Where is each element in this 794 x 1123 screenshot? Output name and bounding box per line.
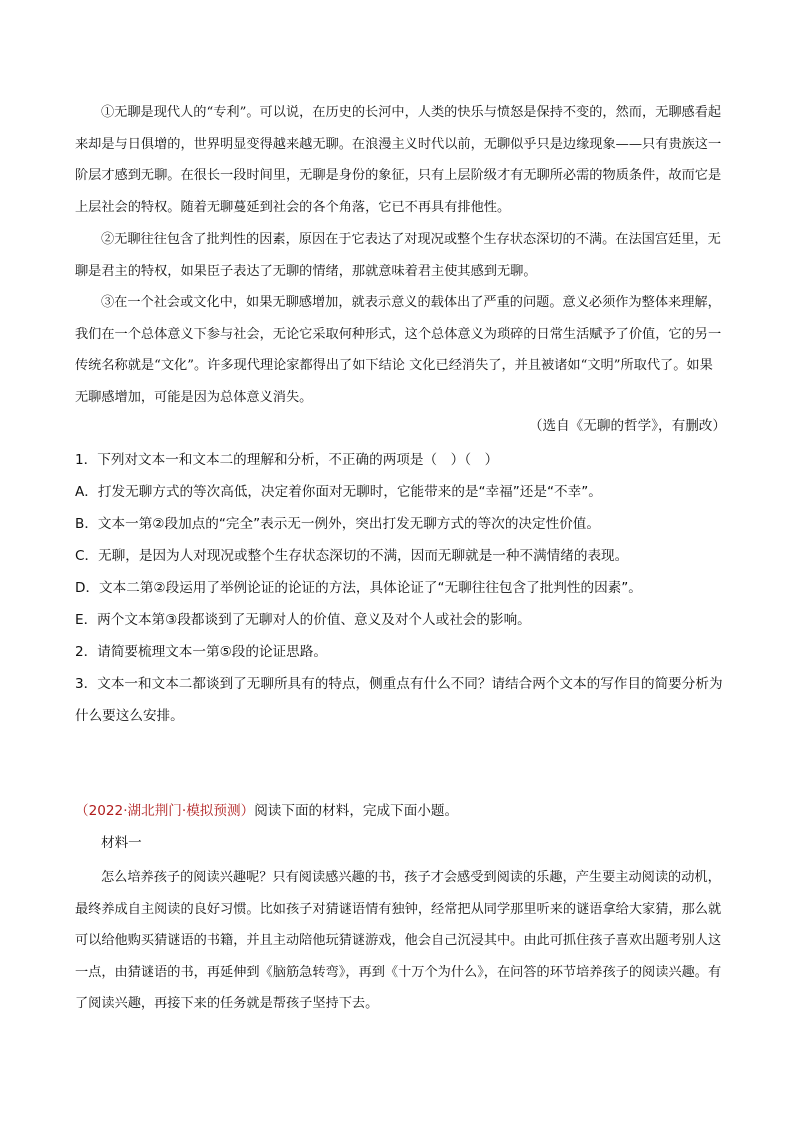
text1-paragraph-1-text: ①无聊是现代人的“专利”。可以说，在历史的长河中，人类的快乐与愤怒是保持不变的，然而，无聊感看起来却是与日俱增的，世界明显变得越来越无聊。在浪漫主义时代以前，无聊似乎只是边缘现象——只有贵族这一阶层才感到无聊。在很长一段时间里，无聊是身份的象征，只有上层阶级才有无聊所必需的物质条件，故而它是上层社会的特权。随着无聊蔓延到社会的各个角落，它已不再具有排他性。 — [75, 105, 722, 215]
option-d: D．文本二第②段运用了举例论证的论证的方法，具体论证了“无聊往往包含了批判性的因素”。 — [75, 580, 642, 596]
text1-paragraph-2-text: ②无聊往往包含了批判性的因素，原因在于它表达了对现况或整个生存状态深切的不满。在法国宫廷里，无聊是君主的特权，如果臣子表达了无聊的情绪，那就意味着君主使其感到无聊。 — [75, 232, 721, 279]
option-b: B．文本一第②段加点的“完全”表示无一例外，突出打发无聊方式的等次的决定性价值。 — [75, 516, 600, 532]
text1-paragraph-3-text: ③在一个社会或文化中，如果无聊感增加，就表示意义的载体出了严重的问题。意义必须作为整体来理解，我们在一个总体意义下参与社会，无论它采取何种形式，这个总体意义为琐碎的日常生活赋予了价值，它的另一传统名称就是“文化”。许多现代理论家都得出了如下结论 文化已经消失了，并且被诸如“文明”所取代了。如果无聊感增加，可能是因为总体意义消失。 — [75, 295, 722, 405]
question-2: 2．请简要梳理文本一第⑤段的论证思路。 — [75, 644, 327, 660]
text1-paragraph-1 — [75, 97, 725, 223]
text1-paragraph-2 — [75, 224, 725, 287]
option-e: E．两个文本第③段都谈到了无聊对人的价值、意义及对个人或社会的影响。 — [75, 612, 531, 628]
section2-instruction: 阅读下面的材料，完成下面小题。 — [254, 803, 459, 819]
source-tag: （2022·湖北荆门·模拟预测） — [75, 803, 255, 819]
question-3: 3．文本一和文本二都谈到了无聊所具有的特点，侧重点有什么不同？请结合两个文本的写作目的简要分析为什么要这么安排。 — [75, 676, 723, 724]
text1-paragraph-3 — [75, 287, 725, 413]
source-citation: （选自《无聊的哲学》，有删改） — [528, 418, 726, 434]
material-paragraph-1 — [75, 862, 725, 1020]
material-title: 材料一 — [101, 835, 142, 851]
option-a: A．打发无聊方式的等次高低，决定着你面对无聊时，它能带来的是“幸福”还是“不幸”。 — [75, 484, 602, 500]
question-1: 1．下列对文本一和文本二的理解和分析，不正确的两项是（ ）（ ） — [75, 452, 499, 468]
material-paragraph-1-text: 怎么培养孩子的阅读兴趣呢？只有阅读感兴趣的书，孩子才会感受到阅读的乐趣，产生要主动阅读的动机，最终养成自主阅读的良好习惯。比如孩子对猜谜语情有独钟，经常把从同学那里听来的谜语拿给大家猜，那么就可以给他购买猜谜语的书籍，并且主动陪他玩猜谜游戏，他会自己沉浸其中。由此可抓住孩子喜欢出题考别人这一点，由猜谜语的书，再延伸到《脑筋急转弯》，再到《十万个为什么》，在问答的环节培养孩子的阅读兴趣。有了阅读兴趣，再接下来的任务就是帮孩子坚持下去。 — [75, 870, 722, 1011]
option-c: C．无聊，是因为人对现况或整个生存状态深切的不满，因而无聊就是一种不满情绪的表现。 — [75, 548, 629, 564]
section2-heading — [75, 796, 735, 828]
